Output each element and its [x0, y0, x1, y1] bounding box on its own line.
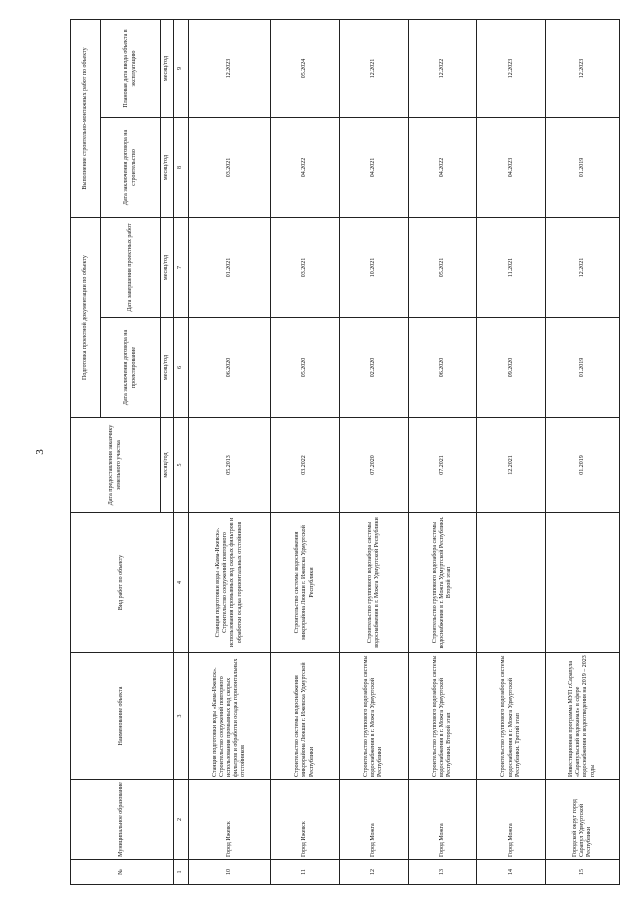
- column-number: 5: [174, 418, 189, 513]
- cell-commissioning-date: 12.2023: [477, 20, 546, 118]
- schedule-table: [70, 19, 620, 885]
- cell-work-type: [545, 513, 619, 653]
- cell-municipality: Город Можга: [477, 780, 546, 860]
- unit-label: месяц/год: [161, 218, 174, 318]
- cell-design-end-date: 05.2021: [408, 218, 477, 318]
- cell-object-name: Строительство системы водоснабжения микрорайона Люкши г. Ижевска Удмуртской Республики: [271, 653, 340, 780]
- header-object-name: Наименование объекта: [71, 653, 174, 780]
- row-number: 15: [545, 860, 619, 885]
- cell-land-date: 05.2013: [188, 418, 270, 513]
- rotated-table-wrapper: [70, 20, 620, 885]
- cell-municipality: Город Можга: [339, 780, 408, 860]
- cell-design-contract-date: 09.2020: [477, 318, 546, 418]
- column-number: 7: [174, 218, 189, 318]
- cell-construction-contract-date: 04.2022: [408, 118, 477, 218]
- cell-municipality: Городской округ город Сарапул Удмуртской Республики: [545, 780, 619, 860]
- header-design-contract: Дата заключения договора на проектирование: [101, 318, 161, 418]
- cell-land-date: 03.2022: [271, 418, 340, 513]
- cell-municipality: Город Ижевск: [188, 780, 270, 860]
- cell-design-contract-date: 06.2020: [188, 318, 270, 418]
- cell-commissioning-date: 12.2023: [188, 20, 270, 118]
- cell-construction-contract-date: 04.2021: [339, 118, 408, 218]
- cell-design-contract-date: 05.2020: [271, 318, 340, 418]
- cell-commissioning-date: 05.2024: [271, 20, 340, 118]
- cell-work-type: Строительство группового водозабора системы водоснабжения в г. Можга Удмуртской Республики: [339, 513, 408, 653]
- cell-work-type: Строительство системы водоснабжения микрорайона Люкши г. Ижевска Удмуртской Республики: [271, 513, 340, 653]
- header-num: №: [71, 860, 174, 885]
- cell-object-name: Строительство группового водозабора системы водоснабжения в г. Можга Удмуртской Республики. Второй этап: [408, 653, 477, 780]
- cell-commissioning-date: 12.2021: [339, 20, 408, 118]
- cell-design-end-date: 10.2021: [339, 218, 408, 318]
- column-number-row: [174, 20, 189, 885]
- row-number: 13: [408, 860, 477, 885]
- header-land-date: Дата предоставления заказчику земельного участка: [71, 418, 161, 513]
- column-number: 6: [174, 318, 189, 418]
- header-design-end: Дата завершения проектных работ: [101, 218, 161, 318]
- header-municipality: Муниципальное образование: [71, 780, 174, 860]
- cell-object-name: Строительство группового водозабора системы водоснабжения в г. Можга Удмуртской Республики. Третий этап: [477, 653, 546, 780]
- table-row: [271, 20, 340, 885]
- cell-work-type: Станция подготовки воды «Кама-Ижевск». Строительство сооружений повторного использования промывных вод скорых фильтров и обработки осадка горизонтальных отстойников: [188, 513, 270, 653]
- column-number: 2: [174, 780, 189, 860]
- cell-design-end-date: 01.2021: [188, 218, 270, 318]
- table-row: [408, 20, 477, 885]
- table-row: [477, 20, 546, 885]
- table-row: [188, 20, 270, 885]
- row-number: 10: [188, 860, 270, 885]
- cell-commissioning-date: 12.2023: [545, 20, 619, 118]
- cell-commissioning-date: 12.2022: [408, 20, 477, 118]
- header-commissioning: Плановая дата ввода объекта в эксплуатацию: [101, 20, 161, 118]
- cell-construction-contract-date: 04.2022: [271, 118, 340, 218]
- column-number: 4: [174, 513, 189, 653]
- cell-object-name: Станция подготовки воды «Кама-Ижевск». Строительство сооружений повторного использования промывных вод скорых фильтров и обработки осадка горизонтальных отстойников: [188, 653, 270, 780]
- cell-municipality: Город Ижевск: [271, 780, 340, 860]
- cell-object-name: Инвестиционная программа МУП г.Сарапула «Сарапульский водоканал» в сфере водоснабжения и водоотведения на 2019 – 2023 годы: [545, 653, 619, 780]
- column-number: 1: [174, 860, 189, 885]
- cell-work-type: Строительство группового водозабора системы водоснабжения в г. Можга Удмуртской Республики. Второй этап: [408, 513, 477, 653]
- row-number: 12: [339, 860, 408, 885]
- header-construction-contract: Дата заключения договора на строительство: [101, 118, 161, 218]
- row-number: 14: [477, 860, 546, 885]
- unit-label: месяц/год: [161, 20, 174, 118]
- cell-construction-contract-date: 04.2023: [477, 118, 546, 218]
- page-number: 3: [34, 449, 46, 455]
- row-number: 11: [271, 860, 340, 885]
- cell-work-type: [477, 513, 546, 653]
- unit-label: месяц/год: [161, 118, 174, 218]
- table-row: [545, 20, 619, 885]
- cell-municipality: Город Можга: [408, 780, 477, 860]
- header-construction-group: Выполнение строительно-монтажных работ по объекту: [71, 20, 101, 218]
- cell-object-name: Строительство группового водозабора системы водоснабжения в г. Можга Удмуртской Республики: [339, 653, 408, 780]
- cell-design-contract-date: 06.2020: [408, 318, 477, 418]
- table-row: [339, 20, 408, 885]
- cell-land-date: 07.2020: [339, 418, 408, 513]
- cell-land-date: 01.2019: [545, 418, 619, 513]
- cell-design-end-date: 03.2021: [271, 218, 340, 318]
- cell-design-contract-date: 01.2019: [545, 318, 619, 418]
- column-number: 3: [174, 653, 189, 780]
- header-design-group: Подготовка проектной документации по объекту: [71, 218, 101, 418]
- column-number: 8: [174, 118, 189, 218]
- cell-design-end-date: 12.2021: [545, 218, 619, 318]
- cell-land-date: 12.2021: [477, 418, 546, 513]
- cell-construction-contract-date: 01.2019: [545, 118, 619, 218]
- cell-land-date: 07.2021: [408, 418, 477, 513]
- cell-construction-contract-date: 03.2021: [188, 118, 270, 218]
- unit-label: месяц/год: [161, 318, 174, 418]
- cell-design-contract-date: 02.2020: [339, 318, 408, 418]
- header-work-type: Вид работ по объекту: [71, 513, 174, 653]
- column-number: 9: [174, 20, 189, 118]
- unit-label: месяц/год: [161, 418, 174, 513]
- cell-design-end-date: 11.2021: [477, 218, 546, 318]
